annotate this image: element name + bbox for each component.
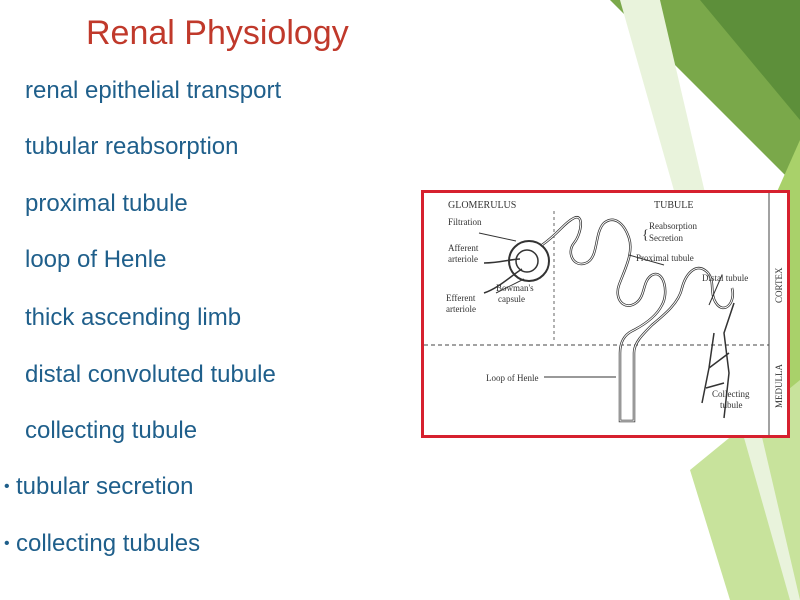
list-item: renal epithelial transport — [25, 77, 282, 104]
efferent-label-line2: arteriole — [446, 304, 476, 314]
reabsorption-label: Reabsorption — [649, 221, 697, 231]
list-item: proximal tubule — [25, 190, 188, 217]
list-item: collecting tubules — [16, 530, 201, 557]
afferent-label: Afferent — [448, 243, 479, 253]
list-item: distal convoluted tubule — [25, 361, 276, 388]
nephron-drawing — [424, 193, 787, 435]
filtration-arrow — [479, 233, 516, 241]
bullet-icon: • — [4, 535, 10, 552]
list-item: tubular secretion — [16, 473, 194, 500]
secretion-label: Secretion — [649, 233, 683, 243]
list-item: collecting tubule — [25, 417, 198, 444]
glomerulus-label: GLOMERULUS — [448, 200, 517, 211]
cortex-label: CORTEX — [774, 267, 784, 303]
bowman-label-line2: capsule — [498, 294, 525, 304]
slide-title: Renal Physiology — [86, 14, 349, 52]
list-item: loop of Henle — [25, 246, 167, 273]
tubule-label: TUBULE — [654, 200, 694, 211]
proximal-label: Proximal tubule — [636, 253, 694, 263]
bowman-label: Bowman's — [496, 283, 534, 293]
bowmans-capsule-shape — [509, 241, 549, 281]
collecting-label: Collecting — [712, 389, 750, 399]
distal-label: Distal tubule — [702, 273, 749, 283]
glomerulus-tuft — [516, 250, 538, 272]
list-item: thick ascending limb — [25, 304, 242, 331]
medulla-label: MEDULLA — [774, 364, 784, 408]
bullet-icon: • — [4, 478, 10, 495]
brace-icon: { — [642, 228, 649, 243]
afferent-label-line2: arteriole — [448, 254, 478, 264]
filtration-label: Filtration — [448, 217, 482, 227]
efferent-label: Efferent — [446, 293, 476, 303]
list-item: tubular reabsorption — [25, 133, 239, 160]
nephron-diagram — [421, 190, 790, 438]
collecting-label-line2: tubule — [720, 400, 743, 410]
loop-label: Loop of Henle — [486, 373, 539, 383]
afferent-arteriole-vessel — [484, 259, 520, 263]
